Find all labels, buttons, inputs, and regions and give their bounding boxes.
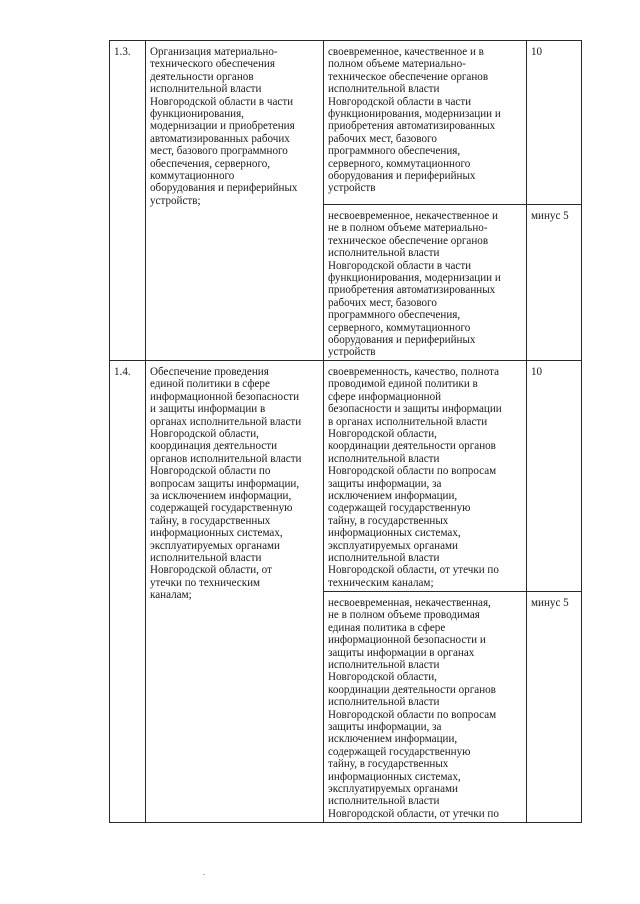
criterion-line: своевременное, качественное и в	[328, 46, 484, 58]
criterion-line: Новгородской области, от утечки по	[328, 564, 499, 577]
criterion-line: исполнительной власти	[328, 452, 440, 465]
description-line: устройств;	[150, 194, 201, 207]
description-line: мест, базового программного	[150, 145, 288, 158]
description-line: обеспечения, серверного,	[150, 157, 271, 170]
row-number-cell	[110, 41, 146, 361]
criterion-line: тайну, в государственных	[328, 514, 449, 527]
criterion-line: приобретения автоматизированных	[328, 284, 496, 297]
criterion-line: рабочих мест, базового	[328, 296, 437, 309]
row-number: 1.3.	[114, 46, 131, 58]
criterion-line: информационных системах,	[328, 770, 461, 783]
criterion-text-cell	[324, 205, 527, 361]
criterion-line: защиты информации, за	[328, 477, 442, 490]
criteria-table-body	[110, 41, 582, 823]
description-line: Новгородской области в части	[150, 95, 294, 108]
row-number-cell	[110, 360, 146, 822]
criterion-line: Новгородской области в части	[328, 95, 472, 108]
description-line: содержащей государственную	[150, 502, 293, 515]
criterion-score: минус 5	[531, 596, 569, 609]
criterion-line: координации деятельности органов	[328, 683, 496, 696]
row-description-cell	[146, 41, 324, 361]
criterion-score: минус 5	[531, 210, 569, 222]
criterion-line: полном объеме материально-	[328, 58, 466, 71]
criterion-line: не в полном объеме проводимая	[328, 609, 480, 622]
criterion-line: своевременность, качество, полнота	[328, 365, 500, 378]
criterion-line: устройств	[328, 182, 376, 195]
description-line: тайну, в государственных	[150, 514, 271, 527]
description-line: и защиты информации в	[150, 403, 266, 416]
criterion-line: единая политика в сфере	[328, 621, 446, 634]
table-row	[110, 41, 582, 205]
criterion-line: защиты информации в органах	[328, 646, 475, 659]
criterion-line: тайну, в государственных	[328, 758, 449, 771]
criterion-line: несвоевременная, некачественная,	[328, 596, 491, 609]
description-line: функционирования,	[150, 108, 244, 121]
criterion-line: эксплуатируемых органами	[328, 782, 458, 795]
criterion-line: исполнительной власти	[328, 696, 440, 709]
criterion-score-cell	[527, 360, 582, 591]
row-number: 1.4.	[114, 365, 131, 378]
criterion-line: оборудования и периферийных	[328, 170, 476, 183]
criterion-line: защиты информации, за	[328, 720, 442, 733]
criterion-line: проводимой единой политики в	[328, 378, 478, 391]
description-line: деятельности органов	[150, 70, 254, 83]
description-line: Обеспечение проведения	[150, 365, 269, 378]
description-line: Новгородской области по	[150, 465, 271, 478]
description-line: вопросам защиты информации,	[150, 477, 300, 490]
criterion-text-cell	[324, 360, 527, 591]
criterion-score-cell	[527, 205, 582, 361]
criterion-line: Новгородской области,	[328, 671, 437, 684]
description-line: технического обеспечения	[150, 58, 275, 71]
criterion-line: техническим каналам;	[328, 576, 434, 589]
criterion-line: в органах исполнительной власти	[328, 415, 488, 428]
description-line: информационных системах,	[150, 527, 283, 540]
description-line: исполнительной власти	[150, 551, 262, 564]
criterion-line: информационной безопасности и	[328, 634, 486, 647]
criterion-line: Новгородской области,	[328, 427, 437, 440]
criterion-line: исполнительной власти	[328, 247, 440, 260]
criterion-line: серверного, коммутационного	[328, 157, 471, 170]
description-line: информационной безопасности	[150, 390, 300, 403]
criterion-line: программного обеспечения,	[328, 309, 461, 322]
scan-speck	[203, 874, 205, 875]
criterion-line: исполнительной власти	[328, 795, 440, 808]
criterion-line: исключением информации,	[328, 489, 458, 502]
criterion-line: техническое обеспечение органов	[328, 70, 489, 83]
criterion-line: программного обеспечения,	[328, 145, 461, 158]
description-line: органах исполнительной власти	[150, 415, 302, 428]
description-line: органов исполнительной власти	[150, 452, 302, 465]
criterion-line: исполнительной власти	[328, 551, 440, 564]
criterion-score-cell	[527, 591, 582, 822]
criterion-line: приобретения автоматизированных	[328, 120, 496, 133]
description-line: исполнительной власти	[150, 83, 262, 96]
description-line: Новгородской области,	[150, 427, 259, 440]
criterion-line: содержащей государственную	[328, 502, 471, 515]
description-line: модернизации и приобретения	[150, 120, 295, 133]
criterion-line: содержащей государственную	[328, 745, 471, 758]
description-line: Организация материально-	[150, 46, 278, 58]
criterion-line: серверного, коммутационного	[328, 321, 471, 334]
description-line: каналам;	[150, 589, 192, 602]
criterion-score-cell	[527, 41, 582, 205]
criterion-line: эксплуатируемых органами	[328, 539, 458, 552]
criterion-line: Новгородской области по вопросам	[328, 708, 497, 721]
criterion-line: техническое обеспечение органов	[328, 234, 489, 247]
criterion-line: несвоевременное, некачественное и	[328, 210, 498, 222]
row-description-cell	[146, 360, 324, 822]
description-line: единой политики в сфере	[150, 378, 270, 391]
criterion-line: устройств	[328, 346, 376, 359]
criterion-text-cell	[324, 591, 527, 822]
criterion-line: исполнительной власти	[328, 658, 440, 671]
criterion-line: сфере информационной	[328, 390, 442, 403]
criterion-score: 10	[531, 365, 543, 378]
description-line: координация деятельности	[150, 440, 278, 453]
criterion-line: Новгородской области, от утечки по	[328, 807, 499, 820]
description-line: коммутационного	[150, 170, 235, 183]
description-line: за исключением информации,	[150, 489, 292, 502]
criterion-line: не в полном объеме материально-	[328, 222, 488, 235]
criterion-line: исключением информации,	[328, 733, 458, 746]
criterion-line: Новгородской области в части	[328, 259, 472, 272]
description-line: утечки по техническим	[150, 576, 261, 589]
criterion-line: функционирования, модернизации и	[328, 272, 501, 285]
description-line: автоматизированных рабочих	[150, 132, 290, 145]
criteria-table	[109, 40, 582, 823]
criterion-line: безопасности и защиты информации	[328, 403, 502, 416]
description-line: Новгородской области, от	[150, 564, 272, 577]
criterion-line: функционирования, модернизации и	[328, 108, 501, 121]
description-line: оборудования и периферийных	[150, 182, 298, 195]
criterion-score: 10	[531, 46, 543, 58]
criterion-line: оборудования и периферийных	[328, 334, 476, 347]
criterion-text-cell	[324, 41, 527, 205]
criterion-line: координации деятельности органов	[328, 440, 496, 453]
criterion-line: Новгородской области по вопросам	[328, 465, 497, 478]
criterion-line: исполнительной власти	[328, 83, 440, 96]
criterion-line: рабочих мест, базового	[328, 132, 437, 145]
table-row	[110, 360, 582, 591]
description-line: эксплуатируемых органами	[150, 539, 280, 552]
criterion-line: информационных системах,	[328, 527, 461, 540]
